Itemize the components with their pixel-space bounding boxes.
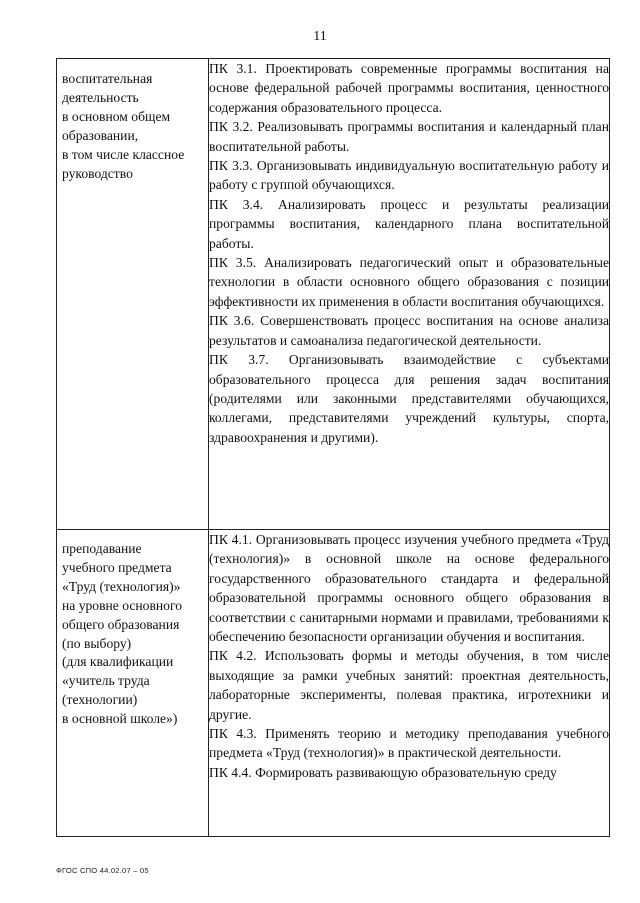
competency-item: ПК 4.1. Организовывать процесс изучения учебного предмета «Труд (технология)» в основной школе на основе федерального государственного образовательного стандарта и федеральной образовательной программы основного общего образования в соответствии с санитарными нормами и правилами, требованиями к обеспечению безопасности организации обучения и воспитания.	[209, 532, 609, 645]
document-code-footer: ФГОС СПО 44.02.07 – 05	[56, 866, 149, 875]
competency-item: ПК 3.5. Анализировать педагогический опыт и образовательные технологии в области основного общего образования с позиции эффективности их применения в области воспитания обучающихся.	[209, 255, 609, 309]
competency-item: ПК 3.3. Организовывать индивидуальную воспитательную работу и работу с группой обучающихся.	[209, 158, 609, 193]
competency-item: ПК 3.7. Организовывать взаимодействие с субъектами образовательного процесса для решения задач воспитания (родителями или законными представителями обучающихся, коллегами, представителями учреждений культуры, спорта, здравоохранения и другими).	[209, 352, 609, 445]
activity-text: преподавание учебного предмета «Труд (технология)» на уровне основного общего образования (по выбору) (для квалификации «учитель труда (технологии) в основной школе»)	[62, 541, 182, 727]
activity-text: воспитательная деятельность в основном общем образовании, в том числе классное руководство	[62, 71, 185, 181]
table-row	[57, 530, 610, 837]
competencies-cell	[209, 530, 610, 837]
page-number: 11	[313, 29, 327, 44]
competency-item: ПК 4.3. Применять теорию и методику преподавания учебного предмета «Труд (технология)» в практической деятельности.	[209, 726, 609, 761]
competency-item: ПК 3.4. Анализировать процесс и результаты реализации программы воспитания, календарного плана воспитательной работы.	[209, 196, 609, 251]
competency-table	[56, 58, 610, 837]
competencies-cell	[209, 59, 610, 530]
activity-cell	[57, 530, 209, 837]
competency-item: ПК 4.4. Формировать развивающую образовательную среду	[209, 764, 557, 780]
competency-item: ПК 3.1. Проектировать современные программы воспитания на основе федеральной рабочей программы воспитания, ценностного содержания образовательного процесса.	[209, 61, 609, 115]
competency-item: ПК 4.2. Использовать формы и методы обучения, в том числе выходящие за рамки учебных занятий: проектная деятельность, лабораторные эксперименты, полевая практика, игротехники и другие.	[209, 648, 609, 722]
activity-cell	[57, 59, 209, 530]
table-row	[57, 59, 610, 530]
competency-item: ПК 3.2. Реализовывать программы воспитания и календарный план воспитательной работы.	[209, 119, 609, 154]
competency-item: ПК 3.6. Совершенствовать процесс воспитания на основе анализа результатов и самоанализа педагогической деятельности.	[209, 313, 609, 348]
